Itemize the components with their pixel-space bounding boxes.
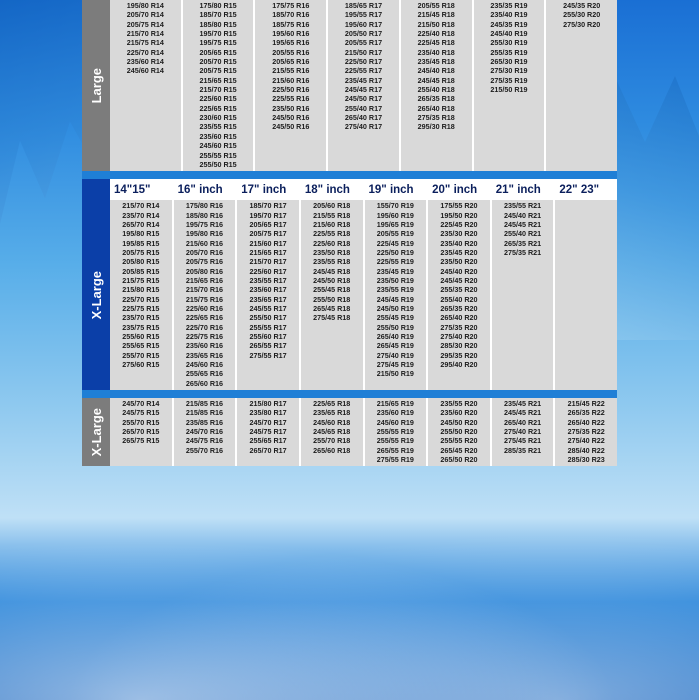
tire-size: 255/65 R16	[185, 369, 224, 379]
section-xxlarge	[82, 398, 617, 466]
tire-size: 205/65 R15	[199, 47, 237, 57]
tire-size: 275/55 R19	[376, 455, 414, 465]
tire-size: 245/45 R21	[503, 408, 542, 418]
tire-size: 255/65 R17	[249, 436, 287, 446]
tire-size: 215/70 R14	[126, 29, 164, 39]
section-label-xxlarge	[82, 398, 110, 466]
tire-size: 255/40 R18	[417, 85, 455, 95]
tire-size: 275/30 R20	[563, 19, 601, 29]
tire-size: 225/50 R17	[344, 57, 383, 67]
tire-size: 195/50 R20	[440, 210, 478, 220]
tire-size: 175/75 R16	[272, 1, 310, 10]
header-20-inch: 20" inch	[428, 179, 492, 200]
tire-size: 255/50 R20	[440, 427, 478, 437]
tire-size: 205/80 R15	[122, 257, 160, 267]
column-16-inch	[183, 0, 256, 171]
column-20-inch	[428, 200, 492, 390]
section-large	[82, 0, 617, 171]
tire-size: 265/40 R17	[344, 113, 383, 123]
tire-size: 285/35 R21	[503, 445, 542, 455]
tire-size: 275/35 R20	[440, 322, 478, 332]
tire-size: 245/45 R20	[440, 275, 478, 285]
tire-size: 215/45 R18	[417, 10, 455, 20]
section-label-text: Large	[88, 67, 104, 104]
tire-size: 235/40 R20	[440, 238, 478, 248]
tire-size: 235/85 R16	[185, 417, 224, 427]
tire-size: 265/70 R15	[122, 427, 160, 437]
column-21-inch	[492, 200, 556, 390]
tire-size: 205/60 R18	[313, 201, 351, 211]
section-label-text: X-Large	[88, 408, 104, 457]
tire-size: 255/55 R15	[199, 150, 237, 160]
tire-size: 215/45 R22	[567, 399, 605, 409]
tire-size: 275/40 R19	[376, 350, 414, 360]
tire-size: 245/50 R16	[272, 113, 310, 123]
tire-size: 265/40 R22	[567, 417, 605, 427]
tire-size: 245/60 R19	[376, 417, 414, 427]
header-16-inch: 16" inch	[174, 179, 238, 200]
tire-size: 245/75 R16	[185, 436, 224, 446]
tire-size: 245/60 R15	[199, 141, 237, 151]
tire-size: 175/80 R16	[185, 201, 224, 211]
tire-size: 235/55 R17	[249, 275, 287, 285]
tire-size: 215/55 R18	[313, 210, 351, 220]
tire-size: 225/75 R16	[185, 332, 224, 341]
tire-size: 255/55 R19	[376, 436, 414, 446]
size-chart-sheet	[82, 0, 617, 466]
column-headers	[110, 179, 617, 200]
tire-size: 265/35 R21	[503, 238, 542, 248]
section-divider-2	[82, 390, 617, 398]
tire-size: 275/45 R21	[503, 436, 542, 446]
tire-size: 235/65 R18	[313, 408, 351, 418]
tire-size: 215/50 R18	[417, 19, 455, 29]
tire-size: 205/75 R16	[185, 257, 224, 267]
tire-size: 155/70 R19	[376, 201, 414, 211]
tire-size: 185/70 R15	[199, 10, 237, 20]
tire-size: 185/80 R16	[185, 210, 224, 220]
tire-size: 255/40 R20	[440, 294, 478, 304]
tire-size: 235/55 R15	[199, 122, 237, 132]
tire-size: 265/70 R17	[249, 445, 287, 455]
tire-size: 275/35 R21	[503, 247, 542, 257]
tire-size: 215/75 R16	[185, 294, 224, 304]
tire-size: 255/60 R15	[122, 332, 160, 341]
tire-size: 235/55 R21	[503, 201, 542, 211]
column-22-23	[555, 200, 617, 390]
tire-size: 245/45 R19	[376, 294, 414, 304]
tire-size: 265/75 R15	[122, 436, 160, 446]
tire-size: 275/30 R19	[490, 66, 528, 76]
tire-size: 245/50 R17	[344, 94, 383, 104]
tire-size: 215/65 R17	[249, 247, 287, 257]
tire-size: 245/45 R17	[344, 85, 383, 95]
section-label-xlarge	[82, 200, 110, 390]
tire-size: 275/55 R17	[249, 350, 287, 360]
tire-size: 215/60 R17	[249, 238, 287, 248]
tire-size: 235/60 R19	[376, 408, 414, 418]
tire-size: 235/60 R16	[185, 341, 224, 351]
tire-size: 255/30 R20	[563, 10, 601, 20]
column-18-inch	[328, 0, 401, 171]
tire-size: 205/55 R18	[417, 1, 455, 10]
tire-size: 205/70 R15	[199, 57, 237, 67]
tire-size: 195/75 R15	[199, 38, 237, 48]
column-17-inch	[237, 398, 301, 466]
tire-size: 205/65 R17	[249, 219, 287, 229]
tire-size: 225/45 R19	[376, 238, 414, 248]
tire-size: 225/60 R17	[249, 266, 287, 276]
tire-size: 215/50 R19	[376, 369, 414, 379]
tire-size: 255/40 R21	[503, 229, 542, 239]
tire-size: 295/40 R20	[440, 360, 478, 370]
tire-size: 255/40 R17	[344, 103, 383, 113]
tire-size: 245/75 R17	[249, 427, 287, 437]
tire-size: 245/50 R19	[376, 303, 414, 313]
tire-size: 245/65 R18	[313, 427, 351, 437]
tire-size: 255/35 R20	[440, 285, 478, 295]
tire-size: 215/80 R17	[249, 399, 287, 409]
tire-size: 215/75 R14	[126, 38, 164, 48]
tire-size: 175/80 R15	[199, 1, 237, 10]
tire-size: 195/75 R16	[185, 219, 224, 229]
tire-size: 245/70 R17	[249, 417, 287, 427]
tire-size: 235/70 R15	[122, 313, 160, 323]
column-20-inch	[474, 0, 547, 171]
tire-size: 235/65 R17	[249, 294, 287, 304]
tire-size: 175/55 R20	[440, 201, 478, 211]
column-17-inch	[237, 200, 301, 390]
tire-size: 245/50 R20	[440, 417, 478, 427]
tire-size: 205/55 R19	[376, 229, 414, 239]
tire-size: 245/50 R16	[272, 122, 310, 132]
tire-size: 235/45 R18	[417, 57, 455, 67]
tire-size: 225/65 R16	[185, 313, 224, 323]
tire-size: 235/60 R15	[199, 131, 237, 141]
tire-size: 215/85 R16	[185, 399, 224, 409]
tire-size: 235/70 R14	[122, 210, 160, 220]
tire-size: 195/80 R15	[122, 229, 160, 239]
tire-size: 275/45 R18	[313, 313, 351, 323]
tire-size: 225/70 R15	[122, 294, 160, 304]
section-label-xlarge-top	[82, 179, 110, 200]
tire-size: 295/30 R18	[417, 122, 455, 132]
tire-size: 185/80 R15	[199, 19, 237, 29]
section-label-text: X-Large	[88, 270, 104, 320]
tire-size: 235/55 R19	[376, 285, 414, 295]
tire-size: 235/65 R16	[185, 350, 224, 360]
tire-size: 255/65 R15	[122, 341, 160, 351]
tire-size: 235/50 R16	[272, 103, 310, 113]
header-22-23: 22" 23"	[559, 184, 600, 197]
tire-size: 235/60 R14	[126, 57, 164, 67]
tire-size: 225/70 R16	[185, 322, 224, 332]
tire-size: 275/40 R17	[344, 122, 383, 132]
header-17-inch: 17" inch	[237, 179, 301, 200]
tire-size: 205/55 R17	[344, 38, 383, 48]
tire-size: 215/75 R15	[122, 275, 160, 285]
tire-size: 195/60 R17	[344, 19, 383, 29]
column-16-inch	[174, 398, 238, 466]
tire-size: 265/40 R18	[417, 103, 455, 113]
tire-size: 225/55 R19	[376, 257, 414, 267]
column-16-inch	[174, 200, 238, 390]
tire-size: 225/50 R19	[376, 247, 414, 257]
tire-size: 245/40 R20	[440, 266, 478, 276]
tire-size: 235/40 R18	[417, 47, 455, 57]
tire-size: 215/60 R16	[185, 238, 224, 248]
tire-size: 265/70 R14	[122, 219, 160, 229]
tire-size: 245/60 R16	[185, 360, 224, 370]
tire-size: 265/45 R18	[313, 303, 351, 313]
tire-size: 215/80 R15	[122, 285, 160, 295]
tire-size: 235/80 R17	[249, 408, 287, 418]
tire-size: 225/60 R18	[313, 238, 351, 248]
tire-size: 225/55 R16	[272, 94, 310, 104]
tire-size: 265/60 R16	[185, 378, 224, 388]
tire-size: 195/70 R17	[249, 210, 287, 220]
column-21-inch	[492, 398, 556, 466]
tire-size: 205/70 R16	[185, 247, 224, 257]
tire-size: 235/35 R19	[490, 1, 528, 10]
tire-size: 225/75 R15	[122, 303, 160, 313]
column-19-inch	[365, 398, 429, 466]
tire-size: 245/35 R19	[490, 19, 528, 29]
tire-size: 215/70 R15	[199, 85, 237, 95]
tire-size: 245/40 R21	[503, 210, 542, 220]
tire-size: 205/75 R15	[199, 66, 237, 76]
tire-size: 235/55 R20	[440, 399, 478, 409]
tire-size: 215/85 R16	[185, 408, 224, 418]
tire-size: 195/85 R15	[122, 238, 160, 248]
tire-size: 195/70 R15	[199, 29, 237, 39]
tire-size: 235/50 R20	[440, 257, 478, 267]
header-19-inch: 19" inch	[365, 179, 429, 200]
tire-size: 235/60 R17	[249, 285, 287, 295]
section-divider-1	[82, 171, 617, 179]
tire-size: 215/60 R16	[272, 75, 310, 85]
tire-size: 255/50 R19	[376, 322, 414, 332]
tire-size: 245/60 R18	[313, 417, 351, 427]
column-19-inch	[365, 200, 429, 390]
tire-size: 225/65 R18	[313, 399, 351, 409]
tire-size: 245/50 R18	[313, 275, 351, 285]
tire-size: 255/50 R18	[313, 294, 351, 304]
column-14-15	[110, 200, 174, 390]
tire-size: 265/40 R21	[503, 417, 542, 427]
tire-size: 195/60 R19	[376, 210, 414, 220]
tire-size: 225/45 R20	[440, 219, 478, 229]
tire-size: 255/30 R19	[490, 38, 528, 48]
header-14-15: 14"15"	[110, 179, 174, 200]
tire-size: 275/40 R21	[503, 427, 542, 437]
tire-size: 245/55 R17	[249, 303, 287, 313]
tire-size: 215/70 R14	[122, 201, 160, 211]
tire-size: 235/45 R19	[376, 266, 414, 276]
tire-size: 245/70 R14	[122, 399, 160, 409]
tire-size: 235/30 R20	[440, 229, 478, 239]
section-xlarge-grid	[110, 200, 617, 390]
column-14-15	[110, 0, 183, 171]
tire-size: 285/30 R20	[440, 341, 478, 351]
tire-size: 265/35 R22	[567, 408, 605, 418]
tire-size: 205/70 R14	[126, 10, 164, 20]
tire-size: 225/40 R18	[417, 29, 455, 39]
tire-size: 225/60 R15	[199, 94, 237, 104]
tire-size: 195/80 R16	[185, 229, 224, 239]
tire-size: 285/40 R22	[567, 445, 605, 455]
tire-size: 235/75 R15	[122, 322, 160, 332]
tire-size: 265/30 R19	[490, 57, 528, 67]
tire-size: 255/50 R17	[249, 313, 287, 323]
section-xlarge	[82, 179, 617, 390]
tire-size: 235/45 R17	[344, 75, 383, 85]
tire-size: 265/55 R19	[376, 445, 414, 455]
tire-size: 255/70 R16	[185, 445, 224, 455]
tire-size: 255/50 R15	[199, 159, 237, 169]
tire-size: 205/55 R16	[272, 47, 310, 57]
tire-size: 275/40 R20	[440, 332, 478, 341]
tire-size: 265/45 R19	[376, 341, 414, 351]
tire-size: 275/45 R19	[376, 360, 414, 370]
tire-size: 235/50 R18	[313, 247, 351, 257]
column-14-15	[110, 398, 174, 466]
tire-size: 215/50 R19	[490, 85, 528, 95]
section-large-grid	[110, 0, 617, 171]
column-17-inch	[255, 0, 328, 171]
tire-size: 255/70 R18	[313, 436, 351, 446]
tire-size: 225/55 R17	[344, 66, 383, 76]
tire-size: 265/40 R20	[440, 313, 478, 323]
background-snow	[0, 510, 699, 700]
tire-size: 205/85 R15	[122, 266, 160, 276]
tire-size: 265/55 R17	[249, 341, 287, 351]
tire-size: 295/35 R20	[440, 350, 478, 360]
section-xlarge-header-row	[82, 179, 617, 200]
tire-size: 185/75 R16	[272, 19, 310, 29]
tire-size: 255/55 R17	[249, 322, 287, 332]
tire-size: 245/75 R15	[122, 408, 160, 418]
tire-size: 215/55 R16	[272, 66, 310, 76]
tire-size: 265/40 R19	[376, 332, 414, 341]
tire-size: 245/40 R18	[417, 66, 455, 76]
tire-size: 215/70 R16	[185, 285, 224, 295]
tire-size: 215/65 R15	[199, 75, 237, 85]
tire-size: 205/75 R15	[122, 247, 160, 257]
tire-size: 215/50 R17	[344, 47, 383, 57]
tire-size: 185/70 R16	[272, 10, 310, 20]
column-19-inch	[401, 0, 474, 171]
tire-size: 265/60 R18	[313, 445, 351, 455]
tire-size: 255/70 R15	[122, 417, 160, 427]
tire-size: 205/65 R16	[272, 57, 310, 67]
tire-size: 265/35 R18	[417, 94, 455, 104]
tire-size: 255/55 R19	[376, 427, 414, 437]
header-18-inch: 18" inch	[301, 179, 365, 200]
tire-size: 245/70 R16	[185, 427, 224, 437]
tire-size: 205/75 R17	[249, 229, 287, 239]
column-22-23	[555, 398, 617, 466]
tire-size: 225/60 R16	[185, 303, 224, 313]
column-20-inch	[428, 398, 492, 466]
tire-size: 215/70 R17	[249, 257, 287, 267]
tire-size: 235/45 R21	[503, 399, 542, 409]
tire-size: 225/50 R16	[272, 85, 310, 95]
tire-size: 195/55 R17	[344, 10, 383, 20]
tire-size: 225/65 R15	[199, 103, 237, 113]
tire-size: 235/40 R19	[490, 10, 528, 20]
tire-size: 225/45 R18	[417, 38, 455, 48]
tire-size: 255/35 R19	[490, 47, 528, 57]
tire-size: 230/60 R15	[199, 113, 237, 123]
tire-size: 235/60 R20	[440, 408, 478, 418]
tire-size: 255/45 R19	[376, 313, 414, 323]
column-18-inch	[301, 398, 365, 466]
tire-size: 215/65 R16	[185, 275, 224, 285]
tire-size: 275/35 R18	[417, 113, 455, 123]
tire-size: 195/80 R14	[126, 1, 164, 10]
section-label-large	[82, 0, 110, 171]
tire-size: 265/35 R20	[440, 303, 478, 313]
tire-size: 265/45 R20	[440, 445, 478, 455]
tire-size: 245/45 R18	[313, 266, 351, 276]
tire-size: 275/40 R22	[567, 436, 605, 446]
header-21-inch: 21" inch	[492, 179, 556, 200]
tire-size: 275/60 R15	[122, 360, 160, 370]
tire-size: 215/60 R18	[313, 219, 351, 229]
column-18-inch	[301, 200, 365, 390]
tire-size: 215/65 R19	[376, 399, 414, 409]
tire-size: 195/60 R16	[272, 29, 310, 39]
tire-size: 275/35 R22	[567, 427, 605, 437]
tire-size: 195/65 R16	[272, 38, 310, 48]
tire-size: 255/60 R17	[249, 332, 287, 341]
tire-size: 235/55 R18	[313, 257, 351, 267]
tire-size: 205/50 R17	[344, 29, 383, 39]
tire-size: 245/40 R19	[490, 29, 528, 39]
tire-size: 275/35 R19	[490, 75, 528, 85]
tire-size: 205/75 R14	[126, 19, 164, 29]
tire-size: 245/35 R20	[563, 1, 601, 10]
tire-size: 255/55 R20	[440, 436, 478, 446]
column-21-inch	[546, 0, 617, 171]
tire-size: 235/45 R20	[440, 247, 478, 257]
tire-size: 235/50 R19	[376, 275, 414, 285]
tire-size: 245/60 R14	[126, 66, 164, 76]
tire-size: 205/80 R16	[185, 266, 224, 276]
tire-size: 185/65 R17	[344, 1, 383, 10]
tire-size: 225/70 R14	[126, 47, 164, 57]
section-xxlarge-grid	[110, 398, 617, 466]
tire-size: 255/45 R18	[313, 285, 351, 295]
tire-size: 245/45 R18	[417, 75, 455, 85]
tire-size: 265/50 R20	[440, 455, 478, 465]
tire-size: 255/70 R15	[122, 350, 160, 360]
tire-size: 225/55 R18	[313, 229, 351, 239]
tire-size: 245/45 R21	[503, 219, 542, 229]
tire-size: 285/30 R23	[567, 455, 605, 465]
tire-size: 185/70 R17	[249, 201, 287, 211]
tire-size: 195/65 R19	[376, 219, 414, 229]
